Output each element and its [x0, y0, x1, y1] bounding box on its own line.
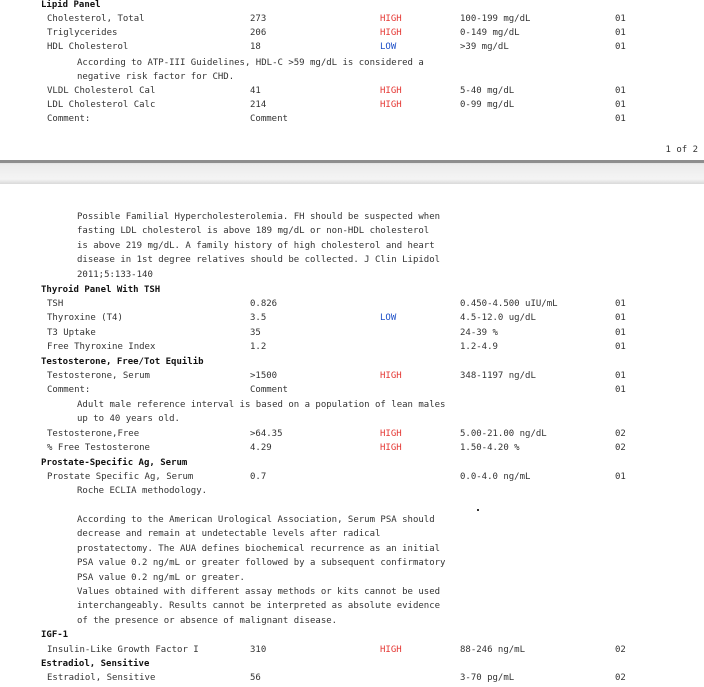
flag-high: HIGH	[380, 28, 402, 38]
lab-code: 01	[615, 100, 626, 110]
report-page-2	[0, 184, 704, 687]
flag-low: LOW	[380, 313, 397, 323]
fh-note	[77, 210, 440, 282]
lab-code: 02	[615, 429, 626, 439]
test-name: % Free Testosterone	[47, 443, 150, 453]
test-result: 310	[250, 645, 267, 655]
test-name: Thyroxine (T4)	[47, 313, 123, 323]
test-name: LDL Cholesterol Calc	[47, 100, 156, 110]
note-line: interchangeably. Results cannot be interpreted as absolute evidence	[77, 601, 441, 612]
note-line: According to ATP-III Guidelines, HDL-C >59 mg/dL is considered a	[77, 58, 424, 68]
testosterone-note	[77, 398, 445, 427]
note-line: 2011;5:133-140	[77, 269, 153, 280]
page-number: 1 of 2	[665, 145, 698, 155]
hdl-note	[77, 56, 424, 85]
reference-range: 0-149 mg/dL	[460, 28, 520, 38]
result-row-igf-1	[0, 643, 704, 657]
flag-high: HIGH	[380, 645, 402, 655]
result-row-free-thyroxine-index	[0, 340, 704, 354]
note-line: of the presence or absence of malignant disease.	[77, 615, 338, 626]
section-title-igf-1: IGF-1	[41, 630, 69, 640]
section-title-psa: Prostate-Specific Ag, Serum	[41, 458, 188, 468]
test-result: 3.5	[250, 313, 267, 323]
flag-high: HIGH	[380, 86, 402, 96]
test-result: 273	[250, 14, 267, 24]
reference-range: 5.00-21.00 ng/dL	[460, 429, 547, 439]
note-line: negative risk factor for CHD.	[77, 72, 235, 83]
test-result: 41	[250, 86, 261, 96]
section-title-thyroid-panel: Thyroid Panel With TSH	[41, 285, 161, 295]
note-line: Values obtained with different assay methods or kits cannot be used	[77, 587, 441, 598]
result-row-triglycerides	[0, 26, 704, 40]
test-result: 18	[250, 42, 261, 52]
reference-range: 348-1197 ng/dL	[460, 371, 536, 381]
reference-range: 24-39 %	[460, 328, 498, 338]
test-result: Comment	[250, 114, 288, 124]
flag-high: HIGH	[380, 443, 402, 453]
lab-code: 01	[615, 385, 626, 395]
section-title-testosterone: Testosterone, Free/Tot Equilib	[41, 357, 204, 367]
test-name: Testosterone,Free	[47, 429, 140, 439]
test-result: 206	[250, 28, 267, 38]
reference-range: 100-199 mg/dL	[460, 14, 531, 24]
reference-range: 4.5-12.0 ug/dL	[460, 313, 536, 323]
reference-range: 5-40 mg/dL	[460, 86, 515, 96]
note-line: fasting LDL cholesterol is above 189 mg/dL or non-HDL cholesterol	[77, 226, 430, 237]
result-row-testosterone-serum	[0, 369, 704, 383]
test-result: 0.7	[250, 472, 267, 482]
flag-low: LOW	[380, 42, 397, 52]
test-name: TSH	[47, 299, 64, 309]
test-result: 0.826	[250, 299, 278, 309]
test-name: Triglycerides	[47, 28, 118, 38]
lab-code: 02	[615, 645, 626, 655]
test-name: Estradiol, Sensitive	[47, 673, 156, 683]
lab-code: 01	[615, 114, 626, 124]
section-title-lipid-panel: Lipid Panel	[41, 0, 101, 10]
note-line: is above 219 mg/dL. A family history of high cholesterol and heart	[77, 240, 435, 251]
test-result: Comment	[250, 385, 288, 395]
result-row-thyroxine	[0, 311, 704, 325]
test-name: Comment:	[47, 385, 91, 395]
test-result: 35	[250, 328, 261, 338]
reference-range: 0.0-4.0 ng/mL	[460, 472, 531, 482]
stray-mark	[477, 509, 479, 511]
test-name: HDL Cholesterol	[47, 42, 129, 52]
lab-code: 02	[615, 673, 626, 683]
psa-note	[77, 513, 445, 628]
note-line: up to 40 years old.	[77, 414, 180, 425]
lab-code: 01	[615, 472, 626, 482]
result-row-estradiol	[0, 671, 704, 685]
lab-code: 01	[615, 14, 626, 24]
result-row-t3-uptake	[0, 326, 704, 340]
result-row-cholesterol-total	[0, 12, 704, 26]
flag-high: HIGH	[380, 371, 402, 381]
test-name: Cholesterol, Total	[47, 14, 145, 24]
result-row-percent-free-testosterone	[0, 441, 704, 455]
reference-range: 0-99 mg/dL	[460, 100, 515, 110]
reference-range: >39 mg/dL	[460, 42, 509, 52]
test-result: >64.35	[250, 429, 283, 439]
test-name: Prostate Specific Ag, Serum	[47, 472, 194, 482]
reference-range: 1.2-4.9	[460, 342, 498, 352]
note-line: prostatectomy. The AUA defines biochemical recurrence as an initial	[77, 543, 441, 554]
test-name: Comment:	[47, 114, 91, 124]
result-row-psa	[0, 470, 704, 484]
lab-code: 02	[615, 443, 626, 453]
flag-high: HIGH	[380, 100, 402, 110]
note-line: PSA value 0.2 ng/mL or greater followed by a subsequent confirmatory	[77, 558, 446, 569]
test-name: Insulin-Like Growth Factor I	[47, 645, 199, 655]
reference-range: 3-70 pg/mL	[460, 673, 515, 683]
test-result: >1500	[250, 371, 278, 381]
lab-code: 01	[615, 299, 626, 309]
reference-range: 88-246 ng/mL	[460, 645, 526, 655]
report-page-1	[0, 0, 704, 160]
lab-code: 01	[615, 86, 626, 96]
test-name: T3 Uptake	[47, 328, 96, 338]
note-line: According to the American Urological Association, Serum PSA should	[77, 515, 435, 525]
lab-code: 01	[615, 42, 626, 52]
lab-code: 01	[615, 28, 626, 38]
page-separator-edge	[0, 160, 704, 163]
test-result: 214	[250, 100, 267, 110]
result-row-hdl-cholesterol	[0, 40, 704, 54]
reference-range: 1.50-4.20 %	[460, 443, 520, 453]
test-result: 1.2	[250, 342, 267, 352]
section-title-estradiol: Estradiol, Sensitive	[41, 659, 150, 669]
note-line: disease in 1st degree relatives should be collected. J Clin Lipidol	[77, 255, 441, 266]
note-line: PSA value 0.2 ng/mL or greater.	[77, 572, 245, 583]
result-row-comment	[0, 112, 704, 126]
test-name: VLDL Cholesterol Cal	[47, 86, 156, 96]
reference-range: 0.450-4.500 uIU/mL	[460, 299, 558, 309]
note-line: Possible Familial Hypercholesterolemia. FH should be suspected when	[77, 212, 441, 222]
result-row-testosterone-free	[0, 427, 704, 441]
flag-high: HIGH	[380, 429, 402, 439]
page-separator	[0, 160, 704, 184]
flag-high: HIGH	[380, 14, 402, 24]
lab-code: 01	[615, 313, 626, 323]
result-row-vldl-cholesterol	[0, 84, 704, 98]
result-row-comment	[0, 383, 704, 397]
lab-code: 01	[615, 371, 626, 381]
test-result: 4.29	[250, 443, 272, 453]
test-name: Testosterone, Serum	[47, 371, 150, 381]
note-line: Adult male reference interval is based on a population of lean males	[77, 400, 446, 410]
lab-code: 01	[615, 328, 626, 338]
lab-code: 01	[615, 342, 626, 352]
note-line: decrease and remain at undetectable levels after radical	[77, 529, 381, 540]
test-result: 56	[250, 673, 261, 683]
psa-method: Roche ECLIA methodology.	[77, 486, 208, 496]
result-row-tsh	[0, 297, 704, 311]
test-name: Free Thyroxine Index	[47, 342, 156, 352]
result-row-ldl-cholesterol	[0, 98, 704, 112]
